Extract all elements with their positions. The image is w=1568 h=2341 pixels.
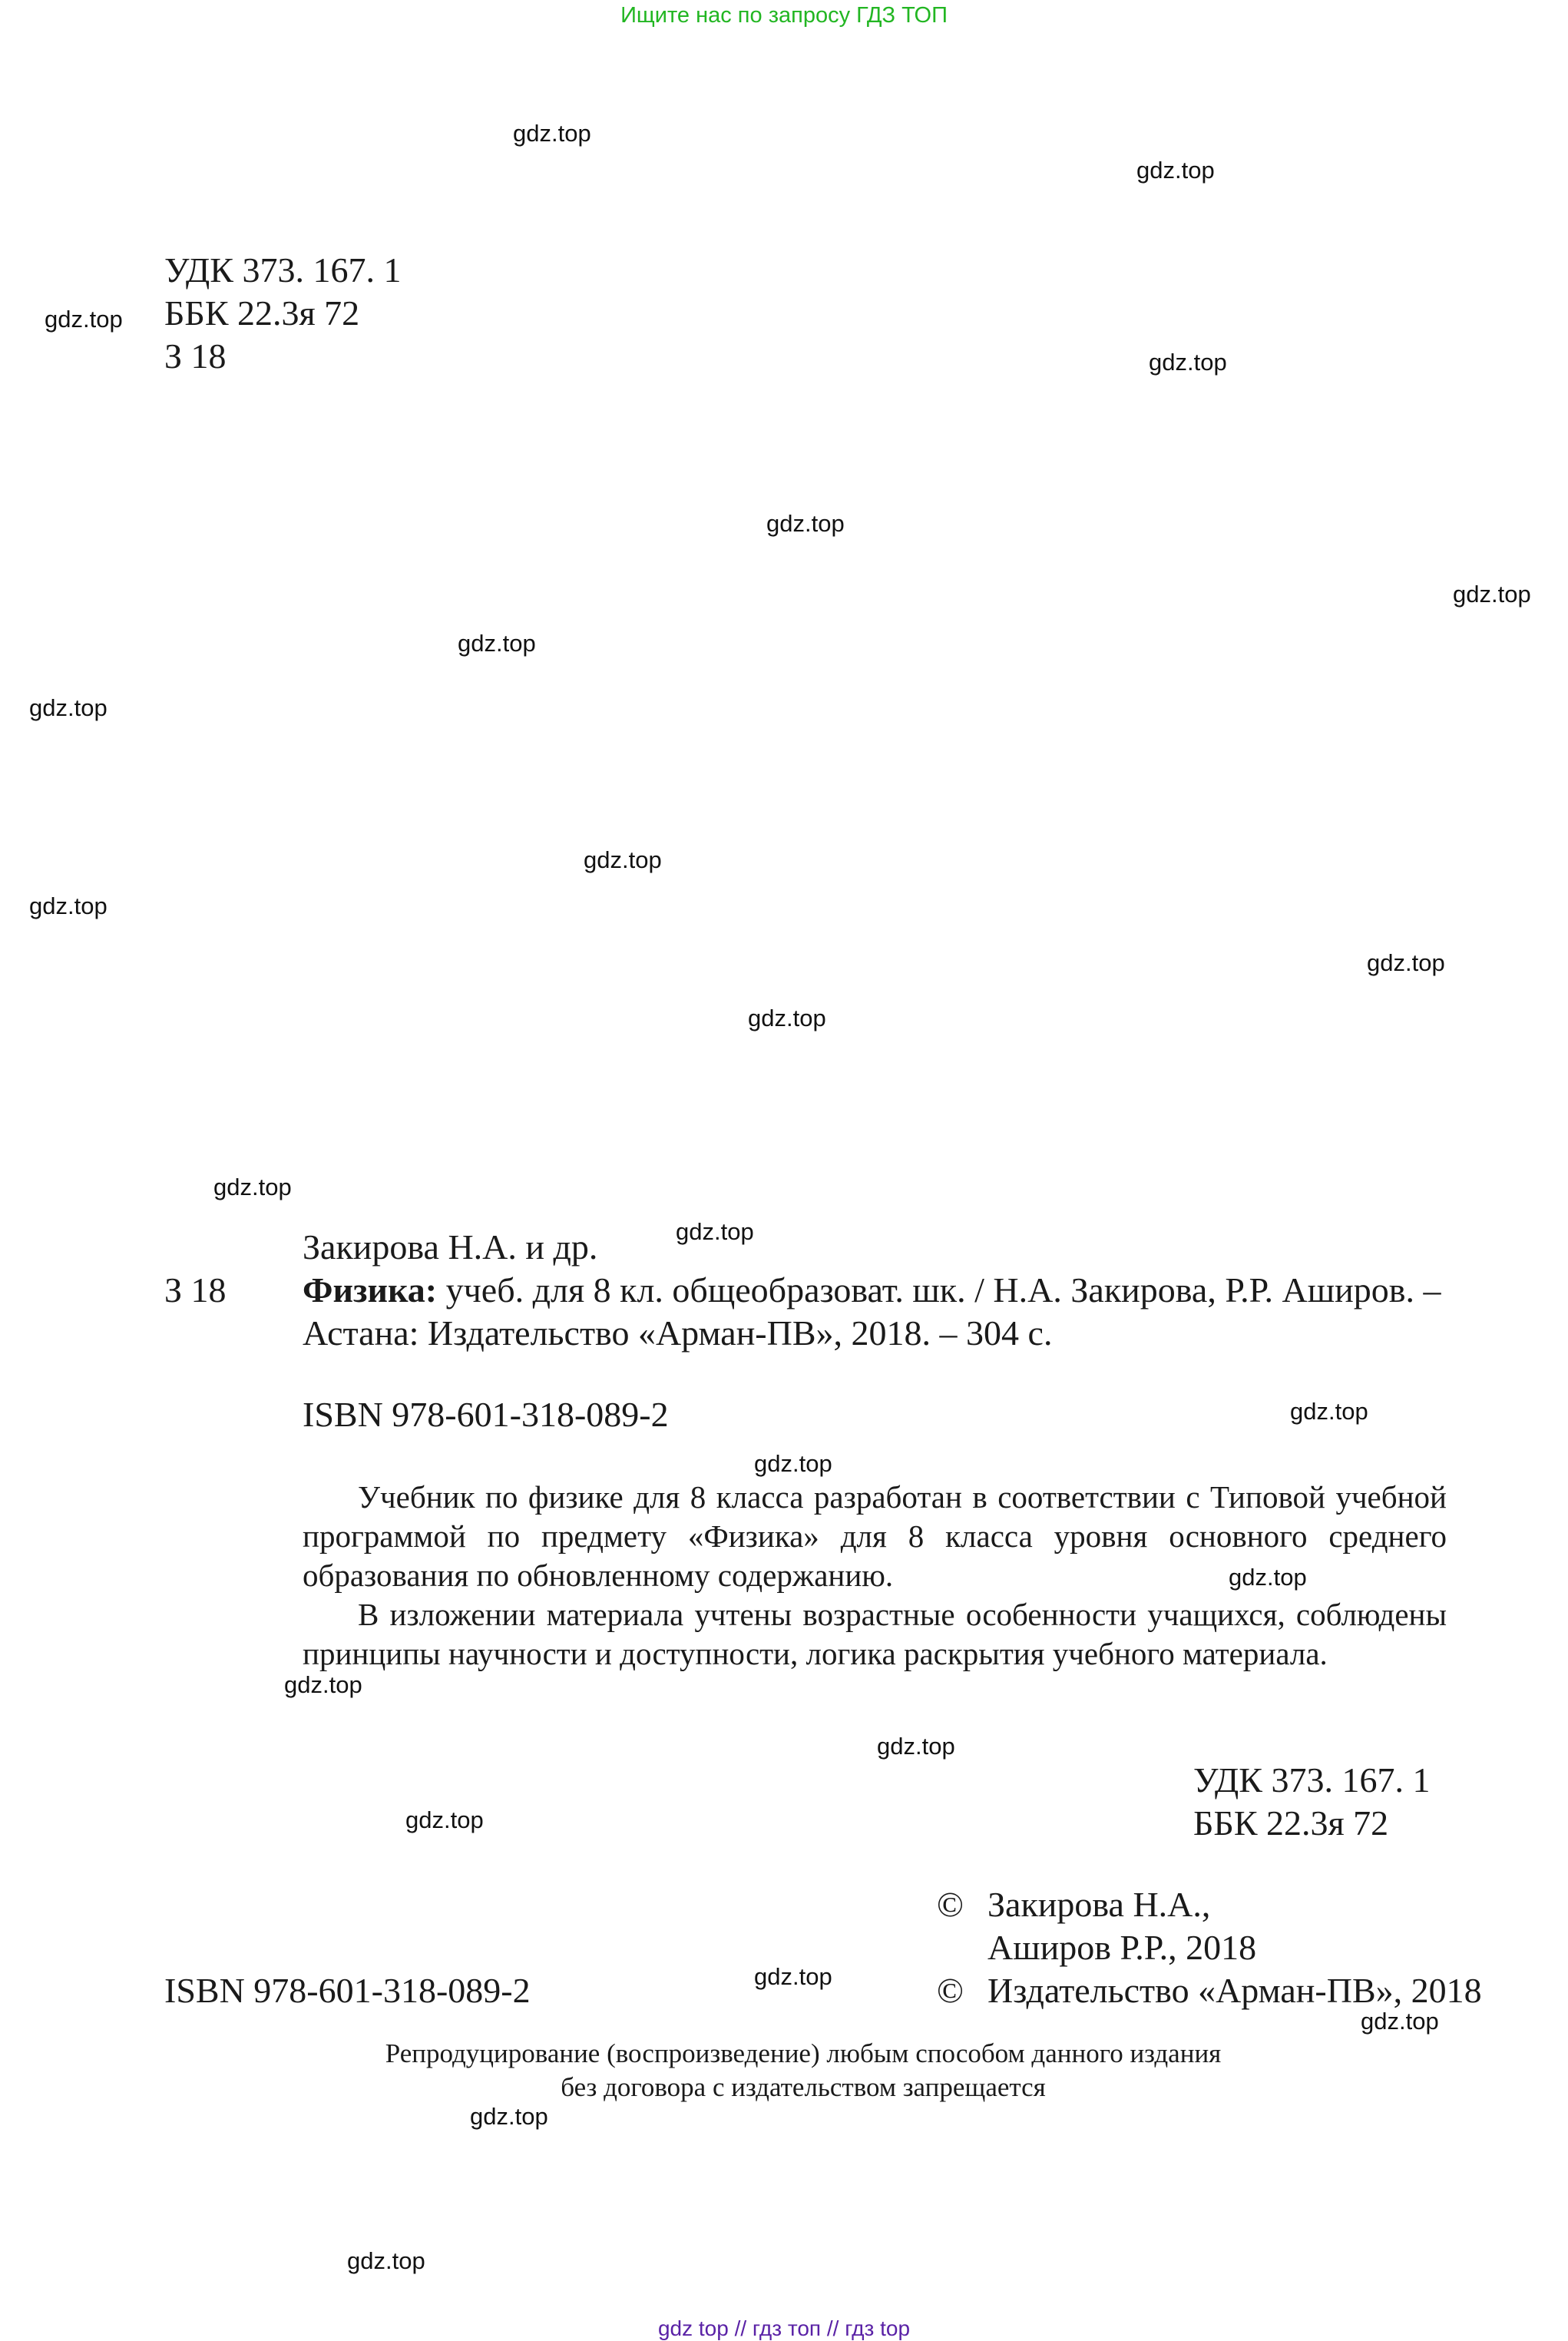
reproduction-notice: Репродуцирование (воспроизведение) любым способом данного издания без договора с издательством запрещается (385, 2038, 1222, 2102)
bottom-udk-code: УДК 373. 167. 1 (1193, 1760, 1431, 1800)
watermark: gdz.top (347, 2247, 425, 2274)
copyright-icon: © (937, 1885, 964, 1924)
copyright-line: © Закирова Н.А., (937, 1883, 1482, 1926)
abstract-paragraph: В изложении материала учтены возрастные особенности учащихся, соблюдены принципы научности и доступности, логика раскрытия учебного материала. (303, 1597, 1447, 1671)
watermark: gdz.top (754, 1963, 832, 1990)
watermark: gdz.top (1361, 2008, 1439, 2035)
watermark: gdz.top (458, 630, 536, 657)
watermark: gdz.top (513, 120, 591, 147)
record-isbn: ISBN 978-601-318-089-2 (303, 1395, 669, 1434)
header-codes (164, 249, 401, 378)
watermark: gdz.top (29, 892, 108, 919)
record-author: Закирова Н.А. и др. (303, 1227, 598, 1267)
watermark: gdz.top (1149, 349, 1227, 376)
watermark: gdz.top (877, 1733, 955, 1760)
copyright-icon: © (937, 1971, 964, 2010)
watermark: gdz.top (213, 1174, 292, 1200)
udk-code: УДК 373. 167. 1 (164, 250, 402, 290)
author-mark: З 18 (164, 336, 227, 376)
watermark: gdz.top (1229, 1564, 1307, 1591)
abstract (303, 1478, 1447, 1674)
footer-separator: // (734, 2316, 747, 2340)
copyright-line: Аширов Р.Р., 2018 (987, 1928, 1257, 1967)
copyright-block (937, 1883, 1482, 2012)
footer-links (0, 2316, 1568, 2341)
footer-link[interactable]: gdz top (657, 2316, 729, 2340)
top-banner[interactable]: Ищите нас по запросу ГДЗ ТОП (620, 3, 948, 28)
watermark: gdz.top (766, 510, 845, 537)
watermark: gdz.top (29, 694, 108, 721)
bbk-code: ББК 22.3я 72 (164, 293, 360, 333)
bottom-bbk-code: ББК 22.3я 72 (1193, 1803, 1389, 1843)
record-title (303, 1269, 1441, 1312)
watermark: gdz.top (470, 2103, 548, 2130)
footer-separator: // (826, 2316, 839, 2340)
watermark: gdz.top (1367, 949, 1445, 976)
watermark: gdz.top (45, 306, 123, 333)
footer-link[interactable]: гдз топ (752, 2316, 822, 2340)
watermark: gdz.top (1453, 581, 1531, 608)
watermark: gdz.top (748, 1005, 826, 1031)
copyright-line: © Издательство «Арман-ПВ», 2018 (937, 1969, 1482, 2012)
record-title-bold: Физика: (303, 1270, 438, 1310)
record-publisher: Астана: Издательство «Арман-ПВ», 2018. – 304 с. (303, 1313, 1053, 1353)
bottom-isbn: ISBN 978-601-318-089-2 (164, 1971, 531, 2010)
watermark: gdz.top (1136, 157, 1215, 184)
record-title-rest: учеб. для 8 кл. общеобразоват. шк. / Н.А. Закирова, Р.Р. Аширов. – (437, 1270, 1441, 1310)
watermark: gdz.top (405, 1806, 484, 1833)
record-author-mark: З 18 (164, 1270, 227, 1310)
watermark: gdz.top (584, 846, 662, 873)
watermark: gdz.top (1290, 1398, 1368, 1425)
footer-link[interactable]: гдз top (845, 2316, 911, 2340)
bottom-codes (1193, 1759, 1430, 1845)
watermark: gdz.top (284, 1671, 362, 1698)
watermark: gdz.top (676, 1218, 754, 1245)
abstract-paragraph: Учебник по физике для 8 класса разработан в соответствии с Типовой учебной программой по предмету «Физика» для 8 класса уровня основного среднего образования по обновленному содержанию. (303, 1479, 1447, 1593)
watermark: gdz.top (754, 1450, 832, 1477)
